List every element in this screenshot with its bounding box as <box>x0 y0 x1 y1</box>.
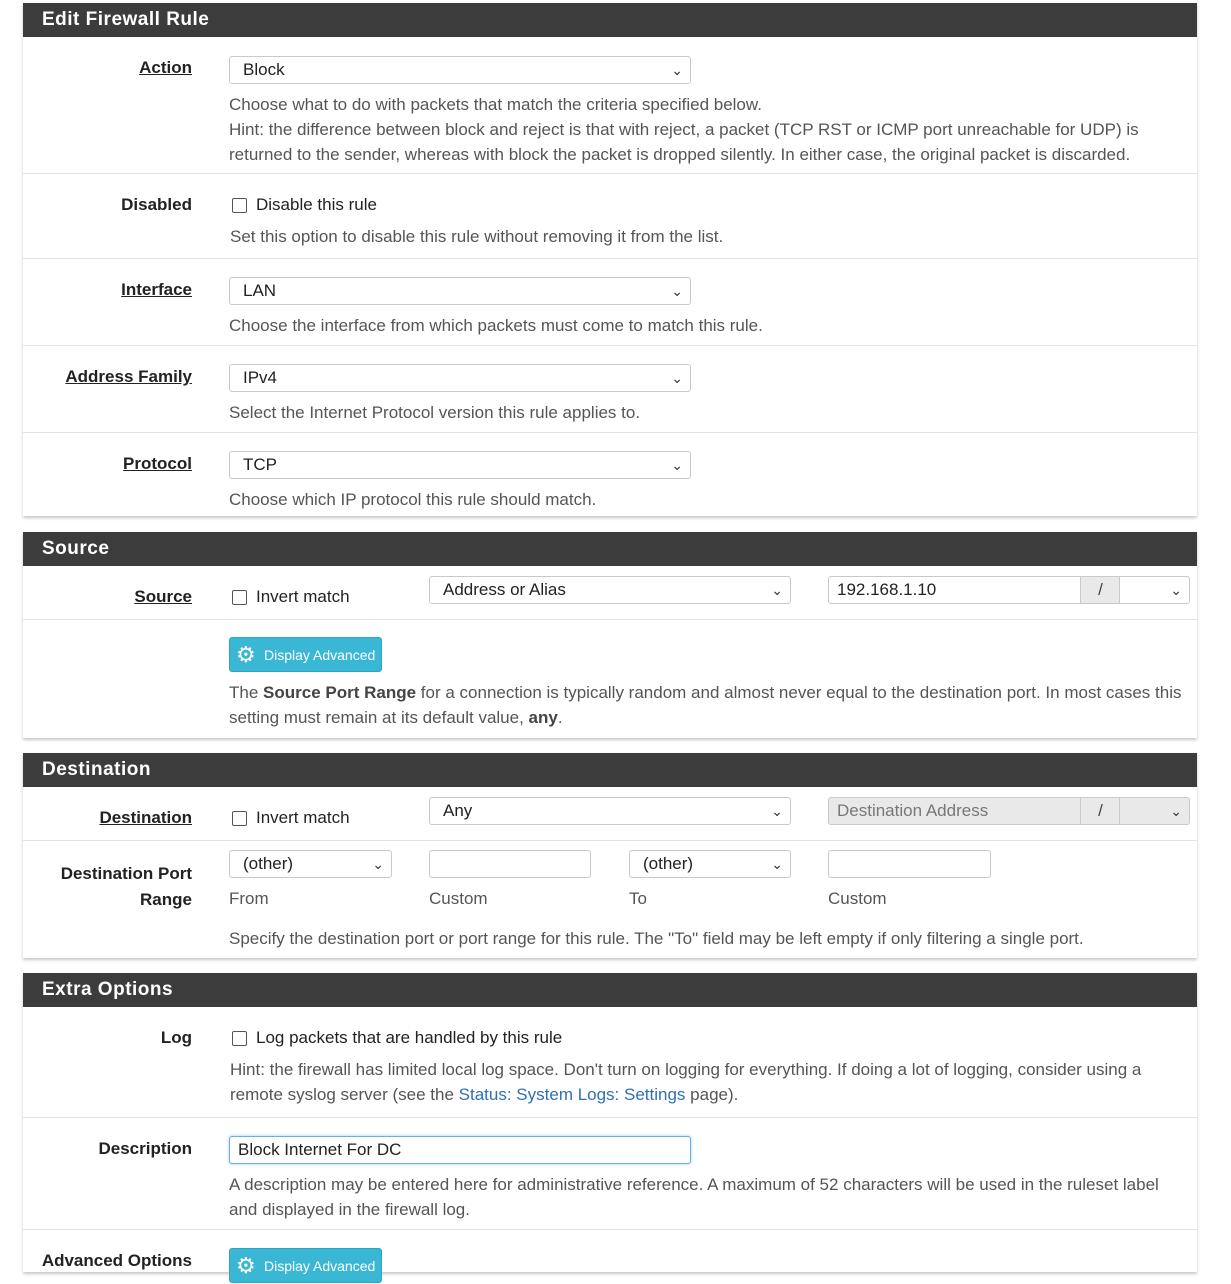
source-type-select[interactable] <box>429 576 791 604</box>
description-label: Description <box>98 1139 192 1158</box>
destination-port-range-label-line1: Destination Port <box>60 864 192 883</box>
source-display-advanced-label: Display Advanced <box>264 647 376 663</box>
destination-panel <box>23 753 1197 958</box>
panel-heading-edit-firewall-rule: Edit Firewall Rule <box>23 3 1197 37</box>
disable-rule-checkbox-label[interactable]: Disable this rule <box>256 195 377 214</box>
advanced-options-row <box>23 1229 1197 1278</box>
source-label: Source <box>134 587 192 606</box>
log-row <box>23 1007 1197 1117</box>
destination-port-to-custom-caption: Custom <box>828 889 887 908</box>
address-family-label: Address Family <box>65 367 192 386</box>
source-invert-checkbox[interactable] <box>232 590 247 605</box>
chevron-down-icon: ⌄ <box>1170 803 1182 819</box>
destination-port-to-caption: To <box>629 889 647 908</box>
interface-help: Choose the interface from which packets must come to match this rule. <box>229 316 763 335</box>
disabled-label: Disabled <box>121 195 192 214</box>
chevron-down-icon: ⌄ <box>1170 582 1182 598</box>
chevron-down-icon: ⌄ <box>372 856 384 872</box>
interface-row <box>23 258 1197 345</box>
destination-port-from-caption: From <box>229 889 269 908</box>
interface-label: Interface <box>121 280 192 299</box>
source-help-bold-any: any <box>528 708 558 727</box>
chevron-down-icon: ⌄ <box>771 803 783 819</box>
chevron-down-icon: ⌄ <box>771 582 783 598</box>
destination-label: Destination <box>99 808 192 827</box>
address-family-row <box>23 345 1197 432</box>
source-invert-label[interactable]: Invert match <box>256 587 350 606</box>
address-family-select-value: IPv4 <box>243 368 278 387</box>
action-select[interactable] <box>229 56 691 84</box>
destination-port-from-select[interactable] <box>229 850 392 878</box>
description-row <box>23 1117 1197 1229</box>
gear-icon: ⚙ <box>236 1253 256 1278</box>
system-logs-settings-link[interactable]: Status: System Logs: Settings <box>458 1085 686 1104</box>
log-label: Log <box>160 1028 192 1047</box>
address-family-select[interactable] <box>229 364 691 392</box>
destination-slash-addon: / <box>1080 797 1121 825</box>
destination-port-range-label <box>61 861 192 913</box>
destination-port-from-custom-caption: Custom <box>429 889 488 908</box>
log-help-prefix: Hint: the firewall has limited local log space. Don't turn on logging for everything. If doing a lot of logging, consider using a remote syslog server (see the <box>230 1060 1142 1104</box>
panel-heading-source: Source <box>23 532 1197 566</box>
address-family-help: Select the Internet Protocol version this rule applies to. <box>229 403 641 422</box>
advanced-options-label: Advanced Options <box>41 1251 192 1270</box>
destination-port-to-select[interactable] <box>629 850 791 878</box>
panel-heading-extra-options: Extra Options <box>23 973 1197 1007</box>
source-address-input[interactable]: 192.168.1.10 <box>828 576 1082 604</box>
protocol-help: Choose which IP protocol this rule should match. <box>229 490 597 509</box>
disabled-help: Set this option to disable this rule without removing it from the list. <box>230 227 724 246</box>
source-display-advanced-button[interactable] <box>229 637 382 672</box>
source-help-bold: Source Port Range <box>263 683 417 702</box>
chevron-down-icon: ⌄ <box>671 283 683 299</box>
panel-heading-destination: Destination <box>23 753 1197 787</box>
destination-type-select[interactable] <box>429 797 791 825</box>
source-mask-select[interactable] <box>1119 576 1190 604</box>
description-input[interactable]: Block Internet For DC <box>229 1136 691 1164</box>
source-panel <box>23 532 1197 738</box>
log-checkbox-label[interactable]: Log packets that are handled by this rule <box>256 1028 563 1047</box>
source-help-middle: for a connection is typically random and almost never equal to the destination port. In most cases this setting must remain at its default value, <box>229 683 1182 727</box>
advanced-options-display-advanced-label: Display Advanced <box>264 1258 376 1274</box>
destination-port-from-value: (other) <box>243 854 294 873</box>
protocol-label: Protocol <box>123 454 192 473</box>
destination-mask-select[interactable] <box>1119 797 1190 825</box>
destination-port-help: Specify the destination port or port range for this rule. The "To" field may be left empty if only filtering a single port. <box>229 929 1084 948</box>
destination-invert-label[interactable]: Invert match <box>256 808 350 827</box>
chevron-down-icon: ⌄ <box>671 457 683 473</box>
action-row <box>23 37 1197 173</box>
log-checkbox[interactable] <box>232 1031 247 1046</box>
source-type-value: Address or Alias <box>443 580 566 599</box>
destination-port-range-label-line2: Range <box>140 890 192 909</box>
chevron-down-icon: ⌄ <box>771 856 783 872</box>
advanced-options-display-advanced-button[interactable] <box>229 1248 382 1283</box>
disabled-row <box>23 173 1197 258</box>
protocol-select[interactable] <box>229 451 691 479</box>
interface-select[interactable] <box>229 277 691 305</box>
action-label: Action <box>139 58 192 77</box>
destination-port-range-row <box>23 840 1197 958</box>
source-slash-addon: / <box>1080 576 1121 604</box>
destination-type-value: Any <box>443 801 473 820</box>
source-port-help <box>229 680 1189 730</box>
source-help-suffix: . <box>557 708 563 727</box>
action-select-value: Block <box>243 60 285 79</box>
destination-address-input[interactable]: Destination Address <box>828 797 1082 825</box>
destination-port-to-value: (other) <box>643 854 694 873</box>
chevron-down-icon: ⌄ <box>671 370 683 386</box>
source-row <box>23 566 1197 619</box>
log-help-suffix: page). <box>685 1085 739 1104</box>
action-hint: Hint: the difference between block and reject is that with reject, a packet (TCP RST or ICMP port unreachable for UDP) is returned to the sender, whereas with block the packet is dropped silently. In either case, the original packet is discarded. <box>229 120 1139 164</box>
description-help: A description may be entered here for administrative reference. A maximum of 52 characters will be used in the ruleset label and displayed in the firewall log. <box>229 1175 1159 1219</box>
chevron-down-icon: ⌄ <box>671 62 683 78</box>
destination-invert-checkbox[interactable] <box>232 811 247 826</box>
edit-firewall-rule-panel <box>23 3 1197 516</box>
destination-row <box>23 787 1197 840</box>
destination-port-from-custom-input[interactable] <box>429 850 591 878</box>
disable-rule-checkbox[interactable] <box>232 198 247 213</box>
destination-port-to-custom-input[interactable] <box>828 850 991 878</box>
protocol-row <box>23 432 1197 519</box>
protocol-select-value: TCP <box>243 455 277 474</box>
log-help <box>230 1057 1190 1107</box>
action-help <box>229 92 1189 167</box>
extra-options-panel <box>23 973 1197 1278</box>
source-help-prefix: The <box>229 683 264 702</box>
action-help-line: Choose what to do with packets that match the criteria specified below. <box>229 95 762 114</box>
interface-select-value: LAN <box>243 281 277 300</box>
source-advanced-row <box>23 619 1197 739</box>
gear-icon: ⚙ <box>236 642 256 667</box>
